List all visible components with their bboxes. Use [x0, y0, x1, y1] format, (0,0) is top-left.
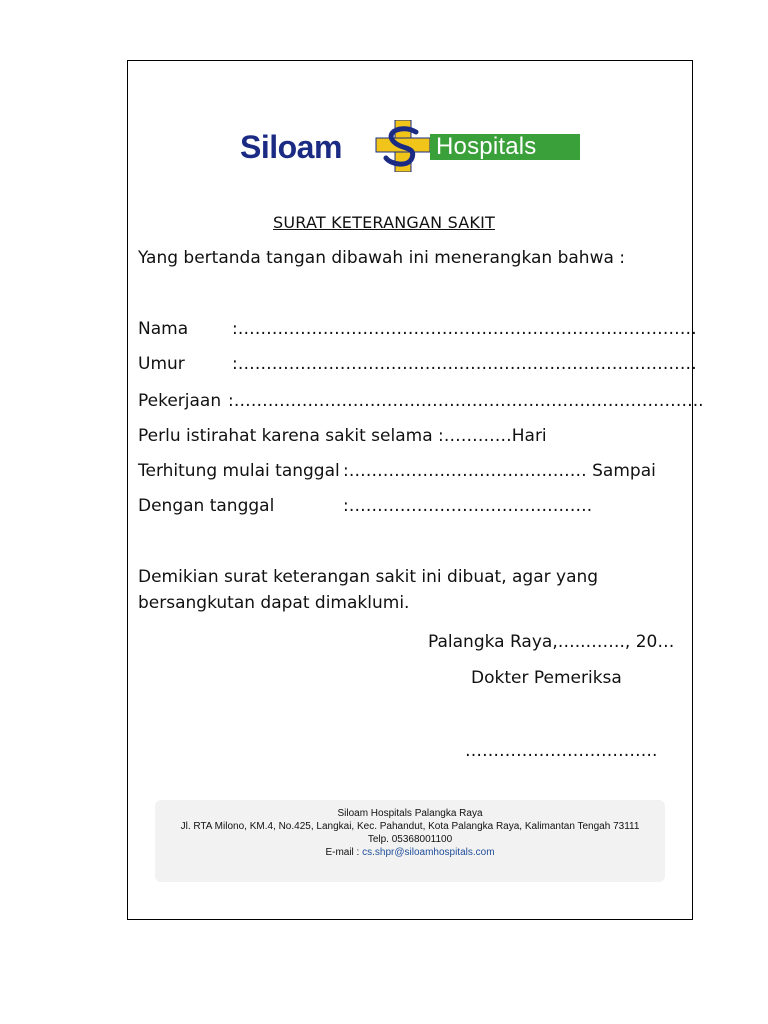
- sampai-tanggal-label: Dengan tanggal: [138, 496, 275, 516]
- closing-line-1: Demikian surat keterangan sakit ini dibuat, agar yang: [138, 567, 599, 587]
- footer-hospital-name: Siloam Hospitals Palangka Raya: [337, 808, 483, 819]
- logo-text-siloam: Siloam: [240, 129, 342, 165]
- document-border: [127, 60, 693, 920]
- document-title: SURAT KETERANGAN SAKIT: [273, 213, 495, 232]
- umur-field: :………………………………………………………………………: [232, 354, 697, 374]
- footer-address: Jl. RTA Milono, KM.4, No.425, Langkai, Kec. Pahandut, Kota Palangka Raya, Kalimantan Tengah 73111: [180, 821, 640, 832]
- mulai-tanggal-field: :…………………………………… Sampai: [343, 461, 656, 481]
- footer-contact-block: [155, 800, 665, 882]
- pekerjaan-field: :………………………………………………………………………..: [228, 391, 704, 411]
- signature-role: Dokter Pemeriksa: [471, 668, 622, 688]
- pekerjaan-label: Pekerjaan: [138, 391, 222, 411]
- istirahat-line: Perlu istirahat karena sakit selama :…………Hari: [138, 426, 547, 446]
- umur-label: Umur: [138, 354, 185, 374]
- footer-email-label: E-mail :: [325, 847, 360, 858]
- nama-field: :………………………………………………………………………: [232, 319, 697, 339]
- siloam-hospitals-logo: [240, 120, 580, 172]
- logo-text-hospitals: Hospitals: [430, 134, 580, 160]
- place-date: Palangka Raya,…..……., 20…: [428, 632, 675, 652]
- footer-email-link[interactable]: cs.shpr@siloamhospitals.com: [362, 847, 495, 858]
- mulai-tanggal-label: Terhitung mulai tanggal: [138, 461, 340, 481]
- nama-label: Nama: [138, 319, 189, 339]
- intro-text: Yang bertanda tangan dibawah ini menerangkan bahwa :: [138, 248, 626, 268]
- sampai-tanggal-field: :…………………………………….: [343, 496, 593, 516]
- footer-email: [155, 846, 665, 859]
- signature-name-line: …………………………….: [465, 741, 658, 761]
- footer-phone: Telp. 05368001100: [367, 834, 453, 845]
- closing-line-2: bersangkutan dapat dimaklumi.: [138, 593, 410, 613]
- siloam-s-cross-icon: [372, 120, 434, 172]
